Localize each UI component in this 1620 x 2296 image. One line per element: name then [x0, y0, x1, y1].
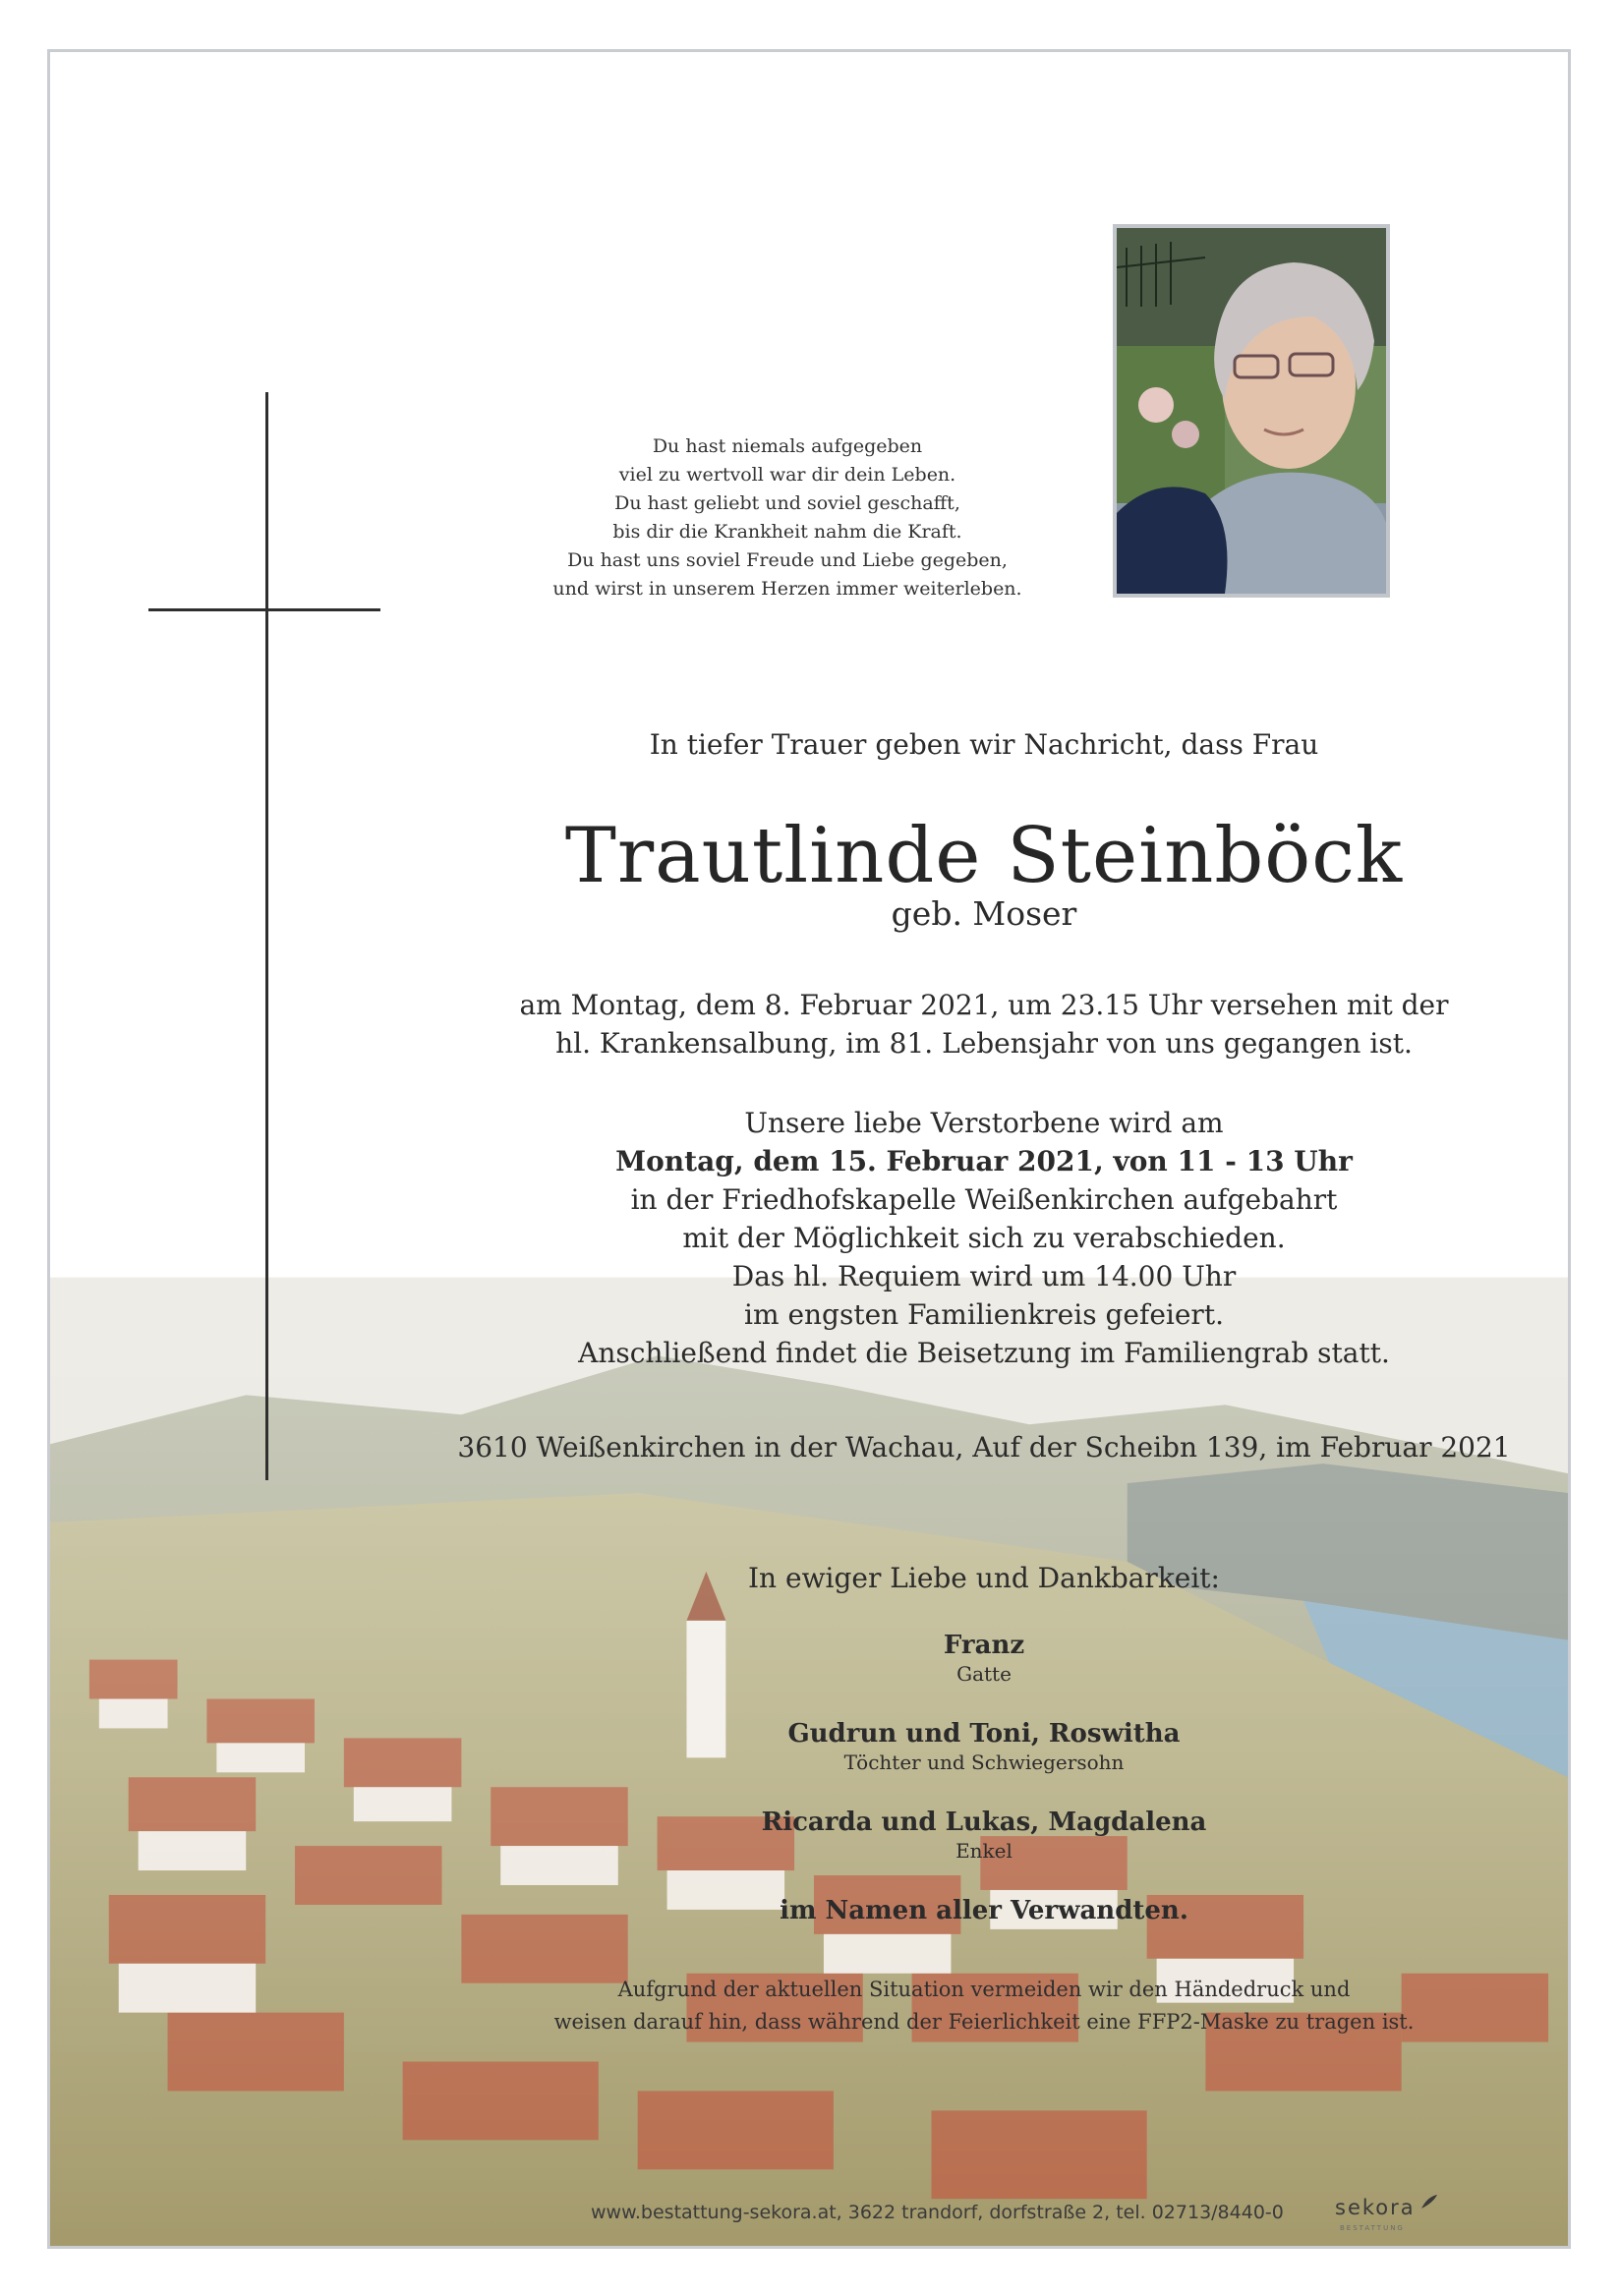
page-frame	[47, 49, 1571, 2249]
sekora-logo-sub: BESTATTUNG	[1340, 2224, 1405, 2232]
service-line: im engsten Familienkreis gefeiert.	[744, 1298, 1224, 1331]
cross-icon-beam	[148, 608, 380, 611]
family-member-relation: Gatte	[956, 1662, 1012, 1686]
family-closing: im Namen aller Verwandten.	[780, 1896, 1188, 1925]
sekora-logo: sekora	[1335, 2196, 1416, 2219]
notice-line: Aufgrund der aktuellen Situation vermeiden wir den Händedruck und	[617, 1978, 1351, 2001]
maiden-name: geb. Moser	[891, 894, 1077, 933]
poem-line: bis dir die Krankheit nahm die Kraft.	[612, 521, 962, 543]
poem-line: Du hast geliebt und soviel geschafft,	[614, 492, 960, 514]
family-heading: In ewiger Liebe und Dankbarkeit:	[748, 1562, 1220, 1594]
poem-line: viel zu wertvoll war dir dein Leben.	[618, 464, 956, 486]
family-member-name: Gudrun und Toni, Roswitha	[787, 1719, 1181, 1749]
service-line: in der Friedhofskapelle Weißenkirchen aufgebahrt	[630, 1183, 1338, 1216]
service-line: mit der Möglichkeit sich zu verabschieden.	[682, 1222, 1286, 1254]
death-notice	[443, 986, 1525, 1062]
death-notice-line: hl. Krankensalbung, im 81. Lebensjahr von uns gegangen ist.	[555, 1027, 1413, 1060]
service-line: Das hl. Requiem wird um 14.00 Uhr	[731, 1260, 1237, 1292]
family-member-name: Ricarda und Lukas, Magdalena	[761, 1808, 1207, 1837]
deceased-name: Trautlinde Steinböck	[564, 812, 1404, 900]
service-date: Montag, dem 15. Februar 2021, von 11 - 13 Uhr	[615, 1145, 1353, 1177]
intro-text: In tiefer Trauer geben wir Nachricht, dass Frau	[649, 728, 1319, 761]
poem-line: Du hast uns soviel Freude und Liebe gegeben,	[567, 549, 1008, 571]
death-notice-line: am Montag, dem 8. Februar 2021, um 23.15 Uhr versehen mit der	[519, 989, 1449, 1021]
poem-line: Du hast niemals aufgegeben	[652, 435, 923, 457]
covid-notice	[492, 1974, 1475, 2038]
address-line: 3610 Weißenkirchen in der Wachau, Auf der Scheibn 139, im Februar 2021	[457, 1431, 1511, 1464]
notice-line: weisen darauf hin, dass während der Feierlichkeit eine FFP2-Maske zu tragen ist.	[553, 2010, 1415, 2034]
service-line: Anschließend findet die Beisetzung im Familiengrab statt.	[578, 1337, 1390, 1369]
poem	[522, 432, 1053, 603]
portrait-photo	[1113, 224, 1390, 598]
footer-contact: www.bestattung-sekora.at, 3622 trandorf, dorfstraße 2, tel. 02713/8440-0	[591, 2202, 1284, 2223]
cross-icon	[265, 392, 268, 1480]
service-line: Unsere liebe Verstorbene wird am	[744, 1107, 1224, 1139]
family-member-relation: Enkel	[955, 1839, 1012, 1863]
service-details	[443, 1104, 1525, 1372]
leaf-icon	[1419, 2193, 1439, 2210]
family-member-name: Franz	[943, 1631, 1025, 1660]
poem-line: und wirst in unserem Herzen immer weiterleben.	[552, 578, 1022, 600]
family-member-relation: Töchter und Schwiegersohn	[843, 1751, 1125, 1774]
portrait-image	[1117, 228, 1386, 594]
family-section	[492, 1559, 1475, 1926]
